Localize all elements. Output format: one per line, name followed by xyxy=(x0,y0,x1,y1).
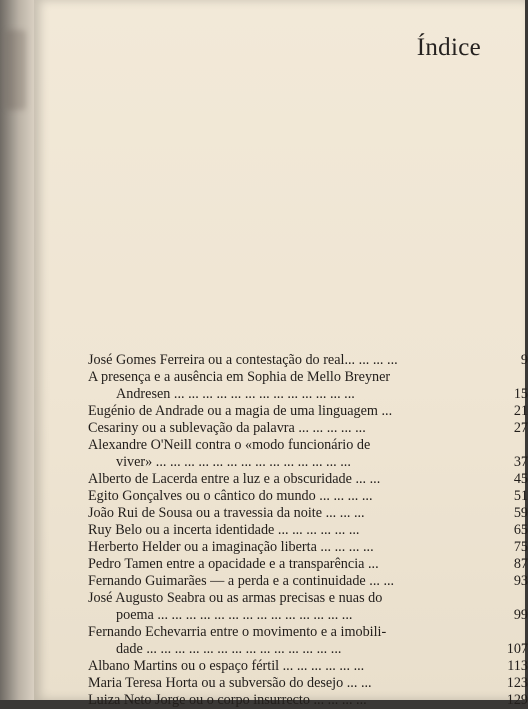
toc-entry xyxy=(88,624,528,658)
toc-entry-page-number: 59 xyxy=(513,505,528,521)
toc-entry xyxy=(88,692,528,709)
toc-entry-page-number: 65 xyxy=(513,522,528,538)
toc-entry-page-number: 113 xyxy=(507,658,528,674)
toc-entry-page-number: 37 xyxy=(513,454,528,470)
toc-entry xyxy=(88,658,528,675)
toc-entry-continuation: Andresen ... ... ... ... ... ... ... ... ... ... ... ... ... xyxy=(116,386,355,402)
toc-entry-title: Egito Gonçalves ou o cântico do mundo ... ... ... ... xyxy=(88,488,373,504)
toc-entry-title: Alberto de Lacerda entre a luz e a obscuridade ... ... xyxy=(88,471,381,487)
toc-entry-page-number: 123 xyxy=(506,675,528,691)
toc-entry-title: Luiza Neto Jorge ou o corpo insurrecto ... ... ... ... xyxy=(88,692,367,708)
toc-entry-title: José Gomes Ferreira ou a contestação do real... ... ... ... xyxy=(88,352,398,368)
toc-entry xyxy=(88,556,528,573)
toc-entry-continuation: dade ... ... ... ... ... ... ... ... ... ... ... ... ... ... xyxy=(116,641,342,657)
toc-entry xyxy=(88,437,528,471)
page-title: Índice xyxy=(416,34,481,61)
toc-entry-title: João Rui de Sousa ou a travessia da noite ... ... ... xyxy=(88,505,365,521)
toc-entry xyxy=(88,488,528,505)
toc-entry xyxy=(88,420,528,437)
toc-entry-page-number: 9 xyxy=(520,352,528,368)
toc-entry-title: José Augusto Seabra ou as armas precisas e nuas do xyxy=(88,590,383,606)
toc-entry-page-number: 15 xyxy=(513,386,528,402)
toc-entry-title: Alexandre O'Neill contra o «modo funcionário de xyxy=(88,437,371,453)
toc-entry-title: Eugénio de Andrade ou a magia de uma linguagem ... xyxy=(88,403,393,419)
toc-entry-page-number: 87 xyxy=(513,556,528,572)
toc-entry xyxy=(88,471,528,488)
toc-entry-page-number: 99 xyxy=(513,607,528,623)
toc-entry-page-number: 107 xyxy=(506,641,528,657)
toc-entry-page-number: 51 xyxy=(513,488,528,504)
toc-entry-title: Pedro Tamen entre a opacidade e a transparência ... xyxy=(88,556,379,572)
facing-page-shadow xyxy=(6,30,26,110)
toc-entry-title: Fernando Guimarães — a perda e a continuidade ... ... xyxy=(88,573,395,589)
table-of-contents xyxy=(88,352,528,709)
toc-entry xyxy=(88,505,528,522)
toc-entry-title: Albano Martins ou o espaço fértil ... ... ... ... ... ... xyxy=(88,658,365,674)
toc-entry-continuation: viver» ... ... ... ... ... ... ... ... ... ... ... ... ... ... xyxy=(116,454,351,470)
toc-entry xyxy=(88,539,528,556)
toc-entry-title: Cesariny ou a sublevação da palavra ... ... ... ... ... xyxy=(88,420,366,436)
toc-entry-continuation: poema ... ... ... ... ... ... ... ... ... ... ... ... ... ... xyxy=(116,607,353,623)
toc-entry xyxy=(88,590,528,624)
toc-entry xyxy=(88,522,528,539)
toc-entry-title: A presença e a ausência em Sophia de Mello Breyner xyxy=(88,369,391,385)
toc-entry-page-number: 75 xyxy=(513,539,528,555)
toc-entry-page-number: 93 xyxy=(513,573,528,589)
toc-entry-page-number: 129 xyxy=(506,692,528,708)
toc-entry xyxy=(88,573,528,590)
toc-entry-page-number: 27 xyxy=(513,420,528,436)
toc-entry-title: Herberto Helder ou a imaginação liberta ... ... ... ... xyxy=(88,539,374,555)
toc-entry-title: Maria Teresa Horta ou a subversão do desejo ... ... xyxy=(88,675,372,691)
toc-entry-title: Fernando Echevarria entre o movimento e a imobili- xyxy=(88,624,387,640)
facing-page-edge xyxy=(0,0,34,700)
toc-entry xyxy=(88,352,528,369)
toc-entry xyxy=(88,369,528,403)
toc-entry xyxy=(88,675,528,692)
toc-entry-page-number: 21 xyxy=(513,403,528,419)
toc-entry xyxy=(88,403,528,420)
toc-entry-page-number: 45 xyxy=(513,471,528,487)
book-page xyxy=(34,0,528,708)
toc-entry-title: Ruy Belo ou a incerta identidade ... ... ... ... ... ... xyxy=(88,522,360,538)
